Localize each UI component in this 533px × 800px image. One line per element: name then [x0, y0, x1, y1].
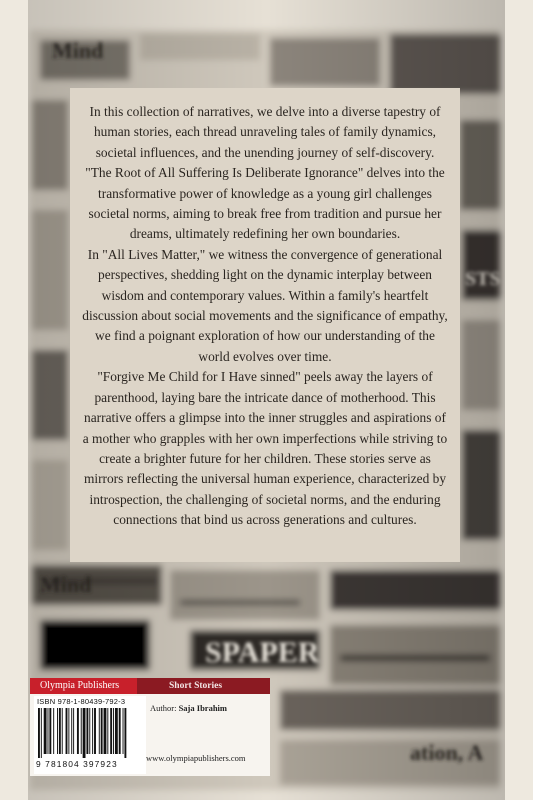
publisher-bar [30, 678, 270, 694]
barcode-bar [53, 708, 54, 754]
barcode-bar [123, 708, 124, 754]
barcode-bar [48, 708, 49, 754]
barcode-bar [59, 708, 61, 754]
barcode-bar [99, 708, 100, 754]
barcode-bar [49, 708, 51, 754]
barcode-bar [92, 708, 93, 754]
barcode-bar [44, 708, 47, 754]
barcode-bar [68, 708, 69, 754]
author-label: Author: [150, 703, 177, 713]
blurb-paragraph: In "All Lives Matter," we witness the convergence of generational perspectives, shedding light on the dynamic interplay between wisdom and contemporary values. Within a family's heartfelt discussion about social movements and the significance of empathy, we find a poignant exploration of how our understanding of the world evolves over time. [82, 246, 448, 364]
barcode-bar [81, 708, 82, 754]
barcode-bar [110, 708, 112, 754]
barcode-bar [119, 708, 121, 754]
barcode-bar [57, 708, 58, 754]
publisher-name: Olympia Publishers [30, 678, 137, 694]
barcode-bar [73, 708, 74, 754]
barcode-bar [86, 708, 88, 754]
genre-label: Short Stories [137, 678, 270, 694]
barcode-box [34, 696, 146, 774]
barcode-bar [89, 708, 90, 754]
blurb-paragraph: In this collection of narratives, we delve into a diverse tapestry of human stories, each thread unraveling tales of family dynamics, societal influences, and the unending journey of self-discovery. "The Root of All Suffering Is Deliberate Ignorance" delves into the transformative power of knowledge as a young girl challenges societal norms, aiming to break free from tradition and pursue her dreams, ultimately redefining her own boundaries. [85, 104, 445, 242]
barcode-icon [38, 708, 142, 758]
barcode-bar [115, 708, 118, 754]
ean-digits: 9 781804 397923 [36, 759, 118, 769]
barcode-bar [62, 708, 63, 754]
publisher-website: www.olympiapublishers.com [146, 753, 246, 763]
barcode-bar [113, 708, 114, 754]
barcode-bar [94, 708, 96, 754]
barcode-bar [101, 708, 103, 754]
blurb-paragraph: "Forgive Me Child for I Have sinned" peels away the layers of parenthood, laying bare the intricate dance of motherhood. This narrative offers a glimpse into the inner struggles and aspirations of a mother who grapples with her own imperfections while striving to create a brighter future for her children. These stories serve as mirrors reflecting the universal human experience, characterized by introspection, the challenging of societal norms, and the enduring connections that bind us across generations and cultures. [82, 369, 448, 528]
barcode-bar [83, 708, 86, 758]
barcode-bar [104, 708, 107, 754]
barcode-bar [124, 708, 126, 758]
isbn-label: ISBN 978-1-80439-792-3 [37, 697, 126, 706]
barcode-bar [41, 708, 42, 758]
author-name: Saja Ibrahim [178, 703, 227, 713]
barcode-bar [71, 708, 72, 754]
barcode-bar [77, 708, 79, 754]
barcode-bar [38, 708, 40, 758]
back-cover-blurb [70, 88, 460, 562]
barcode-bar [66, 708, 68, 754]
barcode-bar [107, 708, 108, 754]
author-line [150, 703, 227, 713]
